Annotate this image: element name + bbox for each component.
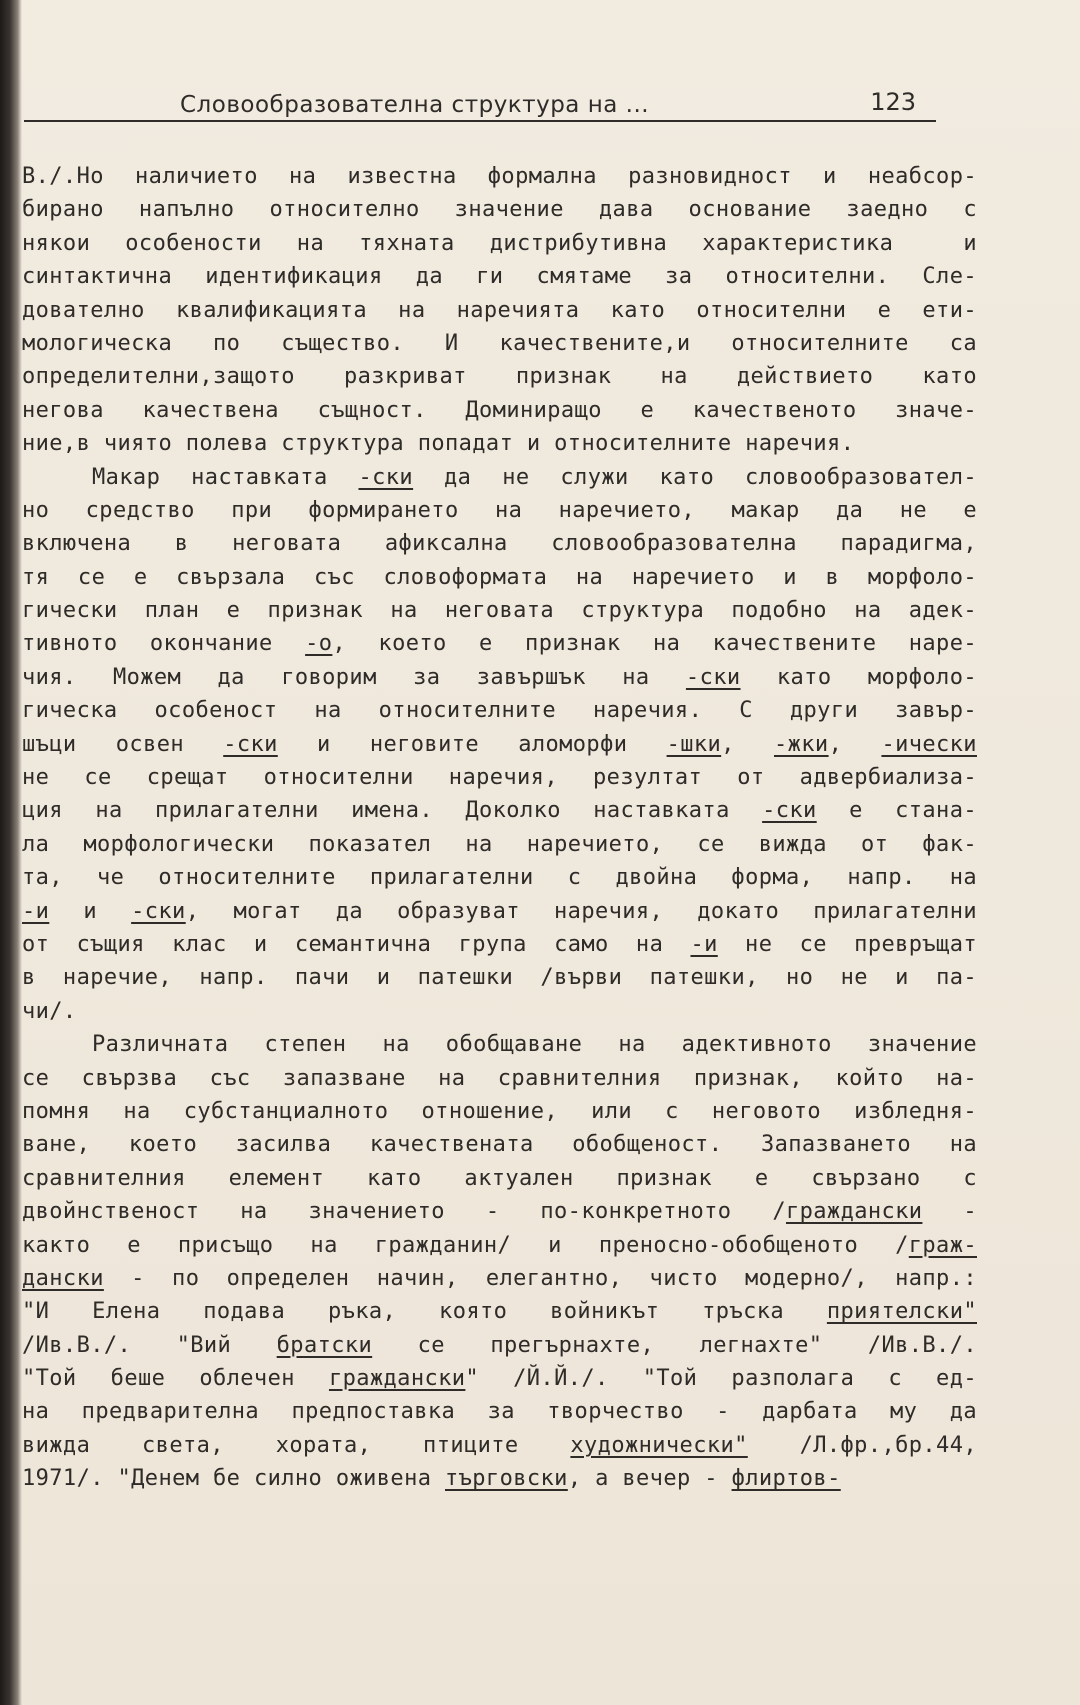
text-line [22,794,977,827]
text-line [22,461,977,494]
underlined-term: -ски [131,898,186,924]
text-line [22,427,977,460]
text-line [22,1162,977,1195]
text-line [22,728,977,761]
text-line [22,661,977,694]
text-line [22,1395,977,1428]
text-line [22,160,977,193]
text-segment: - по определен начин, елегантно, чисто модерно/, напр.: [103,1265,977,1291]
book-binding-edge [0,0,22,1705]
underlined-term: братски [276,1332,373,1358]
underlined-term: -о [305,631,333,657]
text-line [22,1429,977,1462]
text-line [22,260,977,293]
text-line [22,594,977,627]
text-line [22,627,977,660]
text-segment: "И Елена подава ръка, която войникът тръска [22,1299,827,1325]
underlined-term: флиртов- [731,1466,841,1492]
text-line [22,1262,977,1295]
text-line [22,360,977,393]
text-line [22,1128,977,1161]
text-segment: да не служи като словообразовател- [413,464,977,490]
underlined-term: -шки [666,731,722,757]
text-segment: сравнителния елемент като актуален признак е свързано с [22,1165,977,1191]
text-line [22,1095,977,1128]
text-line [22,227,977,260]
text-segment: тя се е свързала със словоформата на наречието и в морфоло- [22,564,977,590]
text-line [22,1329,977,1362]
underlined-term: граждански [328,1366,466,1392]
text-line [22,1062,977,1095]
underlined-term: граждански [785,1199,923,1225]
text-segment: гически план е признак на неговата структура подобно на адек- [22,598,977,624]
text-segment: , а вечер - [567,1466,732,1492]
text-line [22,961,977,994]
underlined-term: приятелски" [826,1299,977,1325]
text-line [22,1462,977,1495]
underlined-term: търговски [445,1466,568,1492]
text-segment: определителни,защото разкриват признак на действието като [22,364,977,390]
text-line [22,394,977,427]
text-segment: , което е признак на качествените наре- [332,631,977,657]
text-segment: /Л.фр.,бр.44, [747,1432,977,1458]
text-line [22,928,977,961]
text-line [22,761,977,794]
running-title: Словообразователна структура на ... [180,92,650,118]
running-header [24,86,936,122]
text-segment: в наречие, напр. пачи и патешки /върви патешки, но не и па- [22,965,977,991]
text-segment: та, че относителните прилагателни с двойна форма, напр. на [22,865,977,891]
text-segment: но средство при формирането на наречието, макар да не е [22,497,977,523]
text-segment: Макар наставката [92,464,359,490]
underlined-term: дански [22,1265,104,1291]
text-line [22,193,977,226]
text-segment: мологическа по същество. И качествените,и относителните са [22,330,977,356]
text-segment: шъци освен [22,731,224,757]
text-segment: от същия клас и семантична група само на [22,931,691,957]
text-segment: двойнственост на значението - по-конкретното / [22,1199,786,1225]
underlined-term: -и [690,931,718,957]
text-segment: е стана- [816,798,977,824]
text-segment: и неговите аломорфи [277,731,667,757]
text-line [22,1028,977,1061]
text-segment: , [721,731,774,757]
underlined-term: -ски [223,731,278,757]
text-segment: Различната степен на обобщаване на адективното значение [92,1032,977,1058]
text-segment: дователно квалификацията на наречията като относителни е ети- [22,297,977,323]
text-line [22,494,977,527]
underlined-term: художнически" [570,1432,748,1458]
text-line [22,895,977,928]
text-line [22,694,977,727]
text-segment: ние,в чиято полева структура попадат и относителните наречия. [22,431,855,457]
underlined-term: -ски [685,664,741,690]
text-line [22,1362,977,1395]
underlined-term: -и [22,898,50,924]
text-line [22,995,977,1028]
text-segment: , [828,731,882,757]
text-line [22,861,977,894]
text-segment: и [49,898,132,924]
page-number: 123 [870,88,916,116]
text-segment: някои особености на тяхната дистрибутивна характеристика и [22,230,977,256]
text-segment: "Той беше облечен [22,1366,329,1392]
text-segment: /Ив.В./. "Вий [22,1332,277,1358]
text-segment: като морфоло- [740,664,977,690]
text-segment: не се срещат относителни наречия, резултат от адвербиализа- [22,765,977,791]
text-segment: на предварителна предпоставка за творчество - дарбата му да [22,1399,977,1425]
text-line [22,1295,977,1328]
underlined-term: -ически [881,731,977,757]
text-segment: гическа особеност на относителните наречия. С други завър- [22,698,977,724]
text-segment: - [922,1199,977,1225]
text-segment: ла морфологически показател на наречието, се вижда от фак- [22,831,977,857]
text-line [22,1195,977,1228]
text-segment: включена в неговата афиксална словообразователна парадигма, [22,531,977,557]
text-segment: помня на субстанциалното отношение, или с неговото избледня- [22,1098,977,1124]
text-segment: чия. Можем да говорим за завършък на [22,664,686,690]
text-line [22,527,977,560]
text-segment: се прегърнахте, легнахте" /Ив.В./. [372,1332,977,1358]
text-segment: както е присъщо на гражданин/ и преносно-обобщеното / [22,1232,909,1258]
text-segment: " /Й.Й./. "Той разполага с ед- [465,1366,977,1392]
text-segment: негова качествена същност. Доминиращо е качественото значе- [22,397,977,423]
text-segment: синтактична идентификация да ги смятаме за относителни. Сле- [22,264,977,290]
text-segment: вижда света, хората, птиците [22,1432,571,1458]
underlined-term: -ски [762,798,817,824]
text-segment: В./.Но наличието на известна формална разновидност и неабсор- [22,164,977,189]
text-line [22,327,977,360]
text-segment: ция на прилагателни имена. Доколко наставката [22,798,763,824]
text-segment: , могат да образуват наречия, докато прилагателни [185,898,977,924]
text-line [22,561,977,594]
text-segment: се свързва със запазване на сравнителния признак, който на- [22,1065,977,1091]
text-segment: не се превръщат [717,931,977,957]
underlined-term: граж- [908,1232,977,1258]
underlined-term: -жки [774,731,829,757]
text-segment: чи/. [22,998,77,1024]
text-segment: 1971/. "Денем бе силно оживена [22,1466,445,1492]
underlined-term: -ски [358,464,414,490]
text-segment: тивното окончание [22,631,306,657]
text-segment: ване, което засилва качествената обобщеност. Запазването на [22,1132,977,1158]
text-line [22,294,977,327]
text-line [22,1229,977,1262]
body-text [22,160,977,1496]
text-segment: бирано напълно относително значение дава основание заедно с [22,197,977,223]
text-line [22,828,977,861]
